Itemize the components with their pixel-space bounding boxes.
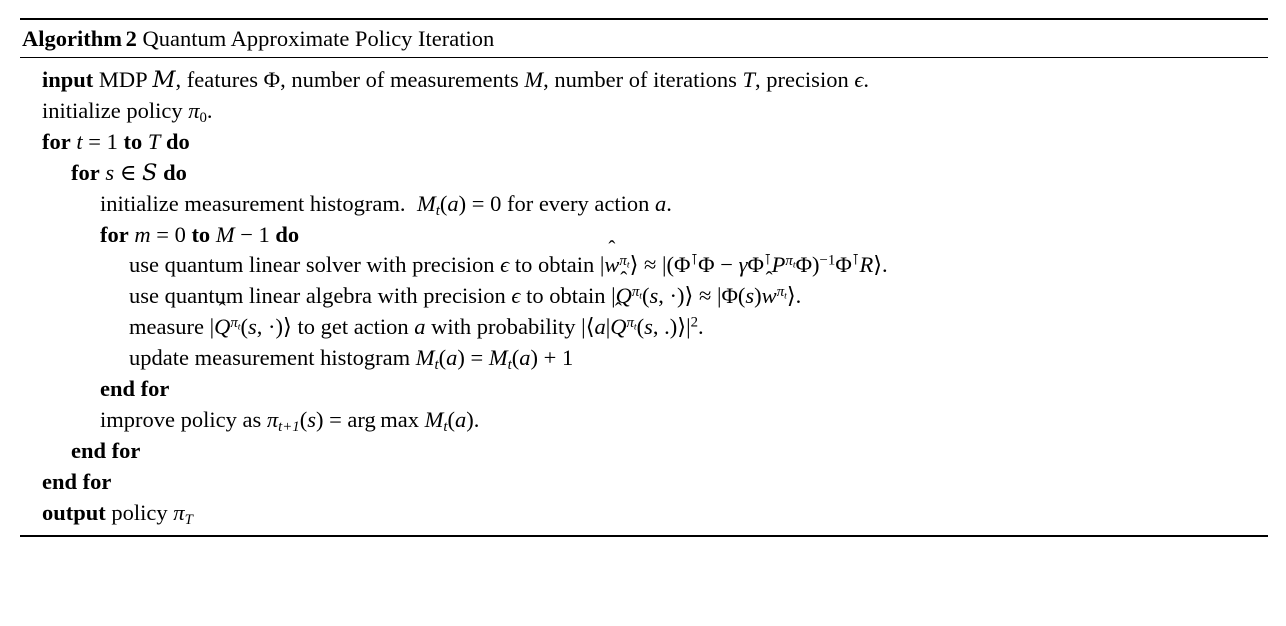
algorithm-line-output bbox=[20, 498, 1268, 529]
algorithm-block bbox=[20, 18, 1268, 537]
symbol-action: a bbox=[414, 314, 426, 340]
ket-left-icon: | bbox=[209, 314, 215, 340]
algorithm-title: Quantum Approximate Policy Iteration bbox=[142, 26, 495, 51]
symbol-iterations: T bbox=[147, 128, 161, 154]
update-histogram-text: update measurement histogram bbox=[129, 345, 411, 371]
symbol-m: m bbox=[134, 221, 151, 247]
ket-left-icon: | bbox=[611, 283, 616, 309]
quantum-solver-text: use quantum linear solver with precision bbox=[129, 252, 495, 278]
symbol-features: Φ bbox=[263, 67, 281, 93]
algorithm-line-for-t: for t = 1 to T do bbox=[42, 128, 190, 154]
algorithm-line-initialize-policy: initialize policy $\pi_0$. bbox=[42, 97, 213, 127]
symbol-reward: R bbox=[859, 252, 874, 278]
ket-right-icon: ⟩ bbox=[786, 283, 796, 309]
symbol-action: a bbox=[655, 190, 667, 216]
symbol-measurements: M bbox=[215, 221, 235, 247]
algorithm-line-quantum-linear-solver: use quantum linear solver with precision ϵ to obtain | $w^{\pi_t}⟩ \approx |(\Phi^⊺\Phi$ − $\gamma\Phi^⊺P^{\pi_t}\Phi)^{-1}\Phi^⊺R⟩$. bbox=[20, 250, 1268, 281]
symbol-t: t bbox=[76, 128, 83, 154]
algorithm-line-input: input MDP M, features Φ, number of measurements M, number of iterations T, precision ϵ. bbox=[42, 67, 870, 94]
ket-right-icon: ⟩ bbox=[684, 283, 694, 309]
symbol-histogram: $M_t$ bbox=[415, 345, 439, 374]
keyword-for: for bbox=[71, 159, 100, 185]
symbol-precision: ϵ bbox=[500, 252, 510, 278]
symbol-qfunction-hat: Q bbox=[610, 314, 627, 340]
ket-right-icon: ⟩ bbox=[283, 314, 292, 340]
algorithm-line-initialize-histogram: initialize measurement histogram. $M_t(a) = 0$ for every action a. bbox=[100, 190, 672, 219]
symbol-histogram: $M_t$ bbox=[424, 407, 448, 436]
keyword-do: do bbox=[163, 159, 187, 185]
ket-left-icon: | bbox=[599, 252, 605, 278]
symbol-policy-next: $\pi_{t+1}$ bbox=[266, 407, 300, 436]
initialize-policy-text: initialize policy bbox=[42, 97, 183, 123]
keyword-for: for bbox=[42, 128, 71, 154]
input-iterations-label: number of iterations bbox=[554, 67, 737, 93]
input-measurements-label: number of measurements bbox=[291, 67, 519, 93]
quantum-algebra-text: use quantum linear algebra with precision bbox=[129, 283, 506, 309]
for-every-action-text: for every action bbox=[506, 190, 650, 216]
symbol-histogram: $M_t$ bbox=[488, 345, 512, 374]
measure-text: measure bbox=[129, 314, 204, 340]
keyword-output: output bbox=[42, 499, 106, 525]
algorithm-line-for-s: for s ∈ S do bbox=[71, 159, 187, 186]
algorithm-label-keyword: Algorithm bbox=[22, 26, 122, 51]
symbol-weights-hat: w bbox=[761, 283, 777, 309]
algorithm-line-for-m: for m = 0 to M − 1 do bbox=[100, 221, 300, 247]
symbol-qfunction-hat: Q bbox=[615, 283, 632, 309]
algorithm-body bbox=[20, 58, 1268, 535]
get-action-text: to get action bbox=[297, 314, 409, 340]
algorithm-bottom-rule bbox=[20, 535, 1268, 537]
symbol-weights-hat: w bbox=[604, 252, 620, 278]
algorithm-number: 2 bbox=[125, 26, 137, 51]
symbol-discount: γ bbox=[738, 252, 748, 278]
keyword-end-for: end for bbox=[42, 468, 112, 494]
input-features-label: features bbox=[186, 67, 258, 93]
keyword-do: do bbox=[165, 128, 190, 154]
algorithm-line-measure-action: measure | $Q^{\pi_t}(s$, ·)⟩ to get action a with probability |⟨a| $Q^{\pi_t}(s$, $.)⟩|^2$. bbox=[20, 312, 1268, 343]
symbol-measurements: M bbox=[524, 67, 544, 93]
symbol-qfunction-hat: Q bbox=[214, 314, 231, 340]
to-obtain-text: to obtain bbox=[514, 252, 595, 278]
keyword-to: to bbox=[123, 128, 143, 154]
output-policy-text: policy bbox=[111, 499, 168, 525]
with-probability-text: with probability bbox=[431, 314, 576, 340]
algorithm-line-end-for-s bbox=[20, 436, 1268, 467]
initialize-histogram-text: initialize measurement histogram. bbox=[100, 190, 406, 216]
ket-left-icon: | bbox=[661, 252, 667, 278]
input-precision-label: precision bbox=[766, 67, 849, 93]
input-text: MDP bbox=[98, 67, 147, 93]
bra-left-icon: ⟨ bbox=[585, 314, 595, 340]
ket-right-icon: ⟩ bbox=[873, 252, 883, 278]
symbol-state-space: S bbox=[142, 159, 158, 186]
keyword-input: input bbox=[42, 67, 94, 93]
ket-right-icon: ⟩ bbox=[629, 252, 639, 278]
operator-argmax: arg max bbox=[347, 407, 419, 433]
symbol-policy-final: $\pi_T$ bbox=[173, 499, 193, 528]
keyword-end-for: end for bbox=[71, 437, 141, 463]
keyword-for: for bbox=[100, 221, 129, 247]
ket-right-icon: ⟩ bbox=[677, 314, 687, 340]
ket-left-icon: | bbox=[716, 283, 722, 309]
keyword-to: to bbox=[191, 221, 211, 247]
symbol-transition: P bbox=[771, 252, 786, 278]
symbol-policy-initial: $\pi_0$ bbox=[188, 97, 207, 127]
symbol-s: s bbox=[105, 159, 115, 185]
algorithm-line-end-for-t bbox=[20, 467, 1268, 498]
keyword-do: do bbox=[275, 221, 300, 247]
algorithm-line-improve-policy: improve policy as $\pi_{t+1}(s)$ = arg $\max M_t(a)$. bbox=[100, 407, 480, 436]
symbol-histogram: $M_t$ bbox=[417, 190, 440, 219]
symbol-mdp: M bbox=[152, 67, 176, 94]
algorithm-line-quantum-linear-algebra: use quantum linear algebra with precision ϵ to obtain | $Q^{\pi_t}(s$, ·)⟩ ≈ |Φ(s) $w^{\pi_t}⟩$. bbox=[20, 281, 1268, 312]
to-obtain-text: to obtain bbox=[526, 283, 606, 309]
algorithm-caption bbox=[20, 20, 1268, 57]
algorithm-line-end-for-m bbox=[20, 374, 1268, 405]
symbol-precision: ϵ bbox=[511, 283, 521, 309]
algorithm-line-update-histogram: update measurement histogram $M_t(a) = M_t(a) + 1$ bbox=[129, 345, 574, 374]
symbol-precision: ϵ bbox=[854, 67, 864, 93]
keyword-end-for: end for bbox=[100, 376, 170, 402]
symbol-iterations: T bbox=[742, 67, 755, 93]
improve-policy-text: improve policy as bbox=[100, 407, 262, 433]
